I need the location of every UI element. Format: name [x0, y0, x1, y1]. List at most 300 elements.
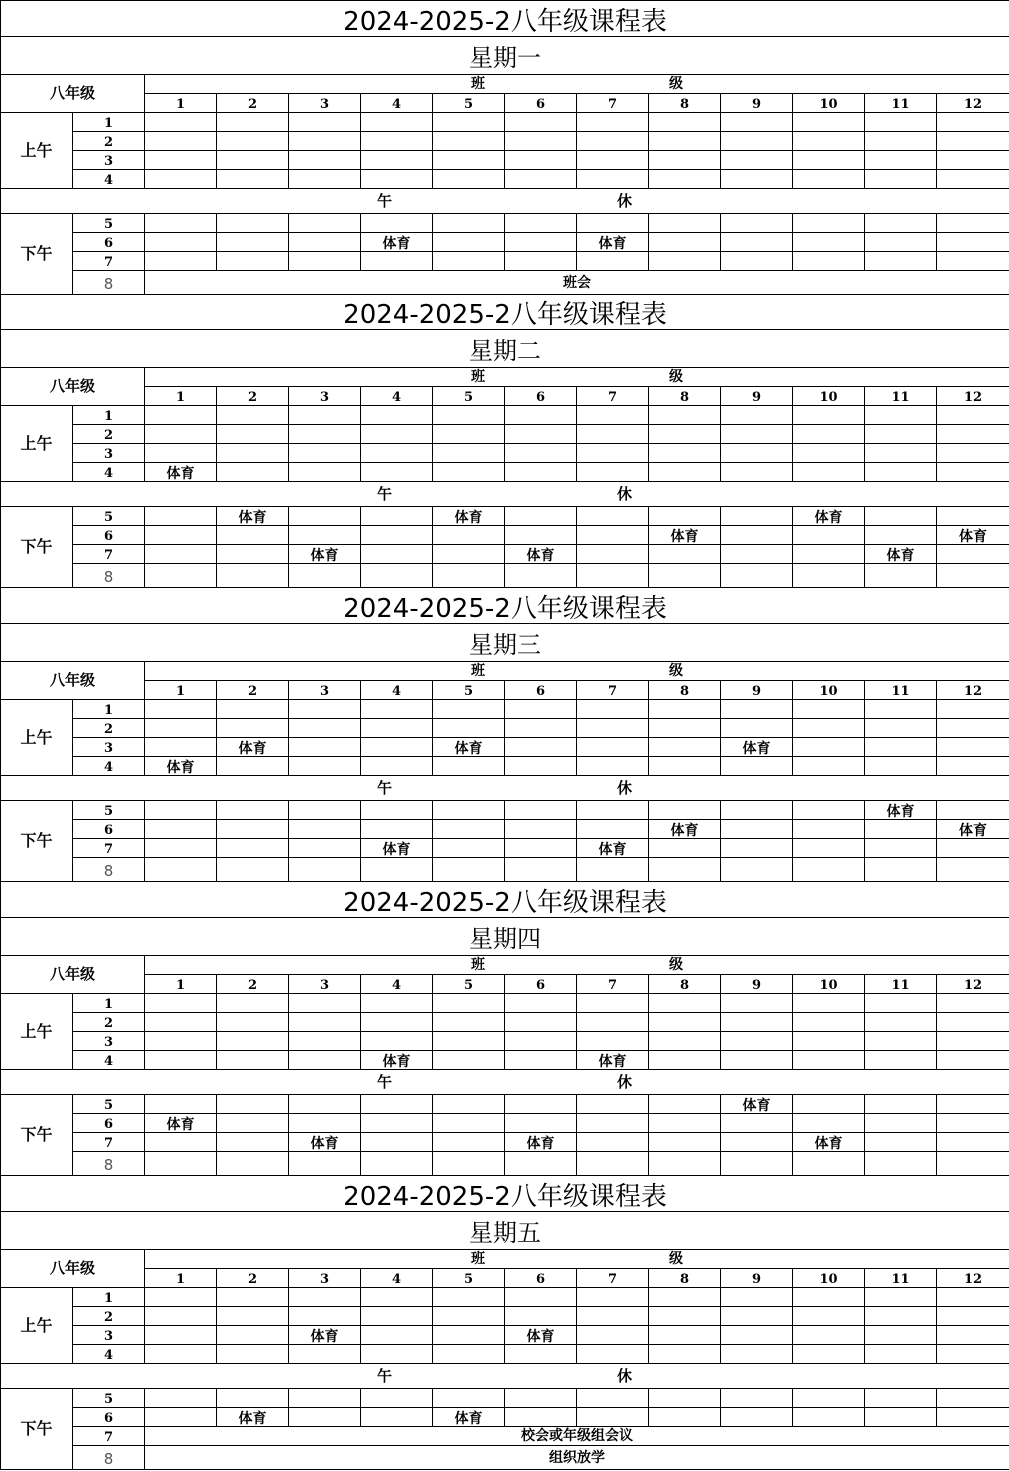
class-number-header: 2 [217, 387, 289, 406]
class-cell-empty [721, 1345, 793, 1364]
noon-break-row [1, 776, 1009, 801]
class-cell-empty [217, 252, 289, 271]
class-cell-empty [793, 1326, 865, 1345]
class-cell-empty [361, 1032, 433, 1051]
schedule-title: 2024-2025-2八年级课程表 [1, 294, 1009, 330]
grade-label: 八年级 [1, 368, 145, 406]
class-cell-pe: 体育 [505, 1326, 577, 1345]
class-number-header: 8 [649, 681, 721, 700]
class-cell-empty [721, 526, 793, 545]
class-cell-empty [289, 719, 361, 738]
class-cell-pe: 体育 [649, 820, 721, 839]
class-cell-empty [361, 425, 433, 444]
class-number-header: 11 [865, 1269, 937, 1288]
noon-break-row [1, 482, 1009, 507]
class-cell-empty [577, 170, 649, 189]
class-cell-empty [289, 1389, 361, 1408]
class-cell-empty [433, 801, 505, 820]
class-cell-empty [577, 151, 649, 170]
class-cell-empty [793, 463, 865, 482]
class-cell-empty [361, 1152, 433, 1176]
class-cell-empty [937, 151, 1009, 170]
class-cell-empty [433, 839, 505, 858]
class-cell-empty [289, 507, 361, 526]
class-cell-empty [361, 1288, 433, 1307]
class-cell-empty [721, 564, 793, 588]
class-cell-empty [361, 507, 433, 526]
class-cell-empty [433, 757, 505, 776]
class-cell-empty [721, 801, 793, 820]
class-cell-empty [793, 526, 865, 545]
class-cell-empty [649, 994, 721, 1013]
class-cell-empty [721, 1032, 793, 1051]
class-cell-empty [577, 132, 649, 151]
class-cell-empty [721, 170, 793, 189]
class-cell-empty [721, 1152, 793, 1176]
period-number: 1 [73, 700, 145, 719]
merged-activity-cell: 班会 [145, 271, 1009, 295]
class-cell-empty [433, 1389, 505, 1408]
period-number: 4 [73, 170, 145, 189]
class-cell-empty [721, 233, 793, 252]
noon-break-word: 午 [377, 1072, 393, 1091]
class-cell-empty [793, 858, 865, 882]
class-cell-pe: 体育 [577, 233, 649, 252]
class-cell-empty [289, 1307, 361, 1326]
class-cell-empty [433, 233, 505, 252]
class-cell-empty [505, 719, 577, 738]
class-cell-empty [937, 1152, 1009, 1176]
class-cell-empty [937, 1345, 1009, 1364]
period-number: 3 [73, 738, 145, 757]
class-cell-empty [217, 1389, 289, 1408]
class-cell-empty [505, 113, 577, 132]
class-cell-empty [217, 1032, 289, 1051]
class-number-header: 7 [577, 681, 649, 700]
period-number: 1 [73, 113, 145, 132]
class-cell-empty [649, 1133, 721, 1152]
class-cell-empty [217, 406, 289, 425]
class-cell-empty [865, 1013, 937, 1032]
class-cell-empty [649, 444, 721, 463]
class-cell-empty [145, 801, 217, 820]
class-cell-empty [433, 1013, 505, 1032]
class-cell-empty [505, 170, 577, 189]
class-cell-empty [145, 1408, 217, 1427]
class-cell-empty [577, 1307, 649, 1326]
class-cell-empty [793, 170, 865, 189]
class-cell-empty [433, 132, 505, 151]
class-cell-empty [433, 444, 505, 463]
class-cell-empty [145, 214, 217, 233]
class-number-header: 4 [361, 387, 433, 406]
class-cell-empty [577, 214, 649, 233]
class-cell-empty [937, 233, 1009, 252]
period-number: 5 [73, 1095, 145, 1114]
class-cell-empty [217, 564, 289, 588]
class-cell-empty [145, 1345, 217, 1364]
class-cell-empty [793, 719, 865, 738]
class-cell-empty [649, 839, 721, 858]
class-cell-empty [577, 1288, 649, 1307]
class-cell-empty [937, 1051, 1009, 1070]
class-cell-empty [721, 132, 793, 151]
afternoon-label: 下午 [1, 801, 73, 882]
period-number: 8 [73, 1152, 145, 1176]
period-number: 6 [73, 820, 145, 839]
class-number-header: 11 [865, 681, 937, 700]
class-cell-empty [649, 700, 721, 719]
class-cell-empty [721, 1013, 793, 1032]
class-cell-empty [289, 858, 361, 882]
class-number-header: 7 [577, 1269, 649, 1288]
class-cell-empty [361, 252, 433, 271]
class-cell-empty [793, 1051, 865, 1070]
class-cell-empty [649, 1408, 721, 1427]
period-number: 1 [73, 994, 145, 1013]
class-cell-empty [793, 564, 865, 588]
noon-break-word: 午 [377, 484, 393, 503]
class-number-header: 2 [217, 94, 289, 113]
class-cell-empty [361, 757, 433, 776]
class-cell-empty [937, 738, 1009, 757]
class-cell-empty [433, 1345, 505, 1364]
class-cell-empty [217, 820, 289, 839]
class-cell-empty [721, 719, 793, 738]
class-cell-empty [505, 757, 577, 776]
class-cell-empty [865, 1288, 937, 1307]
class-cell-empty [361, 858, 433, 882]
class-cell-empty [865, 1095, 937, 1114]
class-cell-empty [217, 1114, 289, 1133]
class-cell-empty [361, 700, 433, 719]
period-number: 5 [73, 1389, 145, 1408]
class-cell-empty [217, 1326, 289, 1345]
class-cell-empty [217, 1345, 289, 1364]
weekday-heading: 星期三 [1, 624, 1009, 662]
class-cell-empty [793, 406, 865, 425]
class-cell-empty [145, 700, 217, 719]
class-cell-empty [505, 526, 577, 545]
class-cell-empty [793, 839, 865, 858]
class-cell-empty [793, 113, 865, 132]
class-cell-empty [505, 1345, 577, 1364]
class-cell-empty [649, 1152, 721, 1176]
class-cell-empty [937, 1032, 1009, 1051]
class-cell-pe: 体育 [505, 1133, 577, 1152]
noon-break-word: 休 [617, 1072, 633, 1091]
class-cell-empty [289, 1114, 361, 1133]
class-cell-empty [721, 1133, 793, 1152]
class-cell-empty [145, 151, 217, 170]
class-cell-empty [145, 507, 217, 526]
period-number: 2 [73, 1013, 145, 1032]
class-header [145, 1250, 1009, 1269]
class-cell-empty [145, 252, 217, 271]
class-cell-empty [217, 425, 289, 444]
class-cell-empty [145, 564, 217, 588]
class-cell-empty [937, 801, 1009, 820]
class-cell-empty [937, 214, 1009, 233]
class-cell-pe: 体育 [865, 545, 937, 564]
class-number-header: 5 [433, 94, 505, 113]
class-cell-empty [145, 545, 217, 564]
class-header-word: 班 [471, 663, 485, 679]
class-cell-empty [793, 1288, 865, 1307]
class-cell-empty [793, 1408, 865, 1427]
class-cell-empty [361, 113, 433, 132]
class-cell-empty [433, 1114, 505, 1133]
period-number: 4 [73, 463, 145, 482]
class-cell-empty [793, 1307, 865, 1326]
class-number-header: 10 [793, 1269, 865, 1288]
class-cell-empty [721, 820, 793, 839]
class-number-header: 8 [649, 975, 721, 994]
class-cell-empty [505, 132, 577, 151]
afternoon-label: 下午 [1, 214, 73, 295]
class-cell-empty [793, 1013, 865, 1032]
class-cell-empty [217, 1152, 289, 1176]
class-cell-empty [721, 507, 793, 526]
period-number: 6 [73, 233, 145, 252]
class-cell-empty [937, 507, 1009, 526]
class-cell-empty [361, 1307, 433, 1326]
class-cell-empty [505, 839, 577, 858]
class-cell-empty [865, 820, 937, 839]
class-cell-empty [937, 113, 1009, 132]
class-number-header: 9 [721, 681, 793, 700]
class-cell-empty [577, 994, 649, 1013]
class-cell-empty [217, 700, 289, 719]
class-cell-pe: 体育 [145, 1114, 217, 1133]
class-cell-empty [721, 858, 793, 882]
class-cell-empty [289, 564, 361, 588]
class-cell-empty [505, 820, 577, 839]
period-number: 2 [73, 425, 145, 444]
class-cell-empty [217, 1307, 289, 1326]
class-cell-empty [721, 444, 793, 463]
class-number-header: 3 [289, 1269, 361, 1288]
class-cell-empty [433, 719, 505, 738]
class-cell-empty [217, 233, 289, 252]
class-cell-empty [577, 463, 649, 482]
class-cell-empty [793, 425, 865, 444]
class-cell-empty [289, 738, 361, 757]
class-cell-empty [865, 1326, 937, 1345]
class-cell-empty [649, 1288, 721, 1307]
class-cell-empty [289, 1013, 361, 1032]
class-number-header: 1 [145, 975, 217, 994]
class-cell-empty [649, 406, 721, 425]
class-cell-empty [289, 1152, 361, 1176]
class-cell-empty [937, 1307, 1009, 1326]
morning-label: 上午 [1, 406, 73, 482]
class-cell-empty [865, 252, 937, 271]
class-cell-empty [289, 1032, 361, 1051]
class-cell-empty [577, 406, 649, 425]
class-cell-empty [289, 700, 361, 719]
period-number: 7 [73, 545, 145, 564]
class-cell-empty [505, 1408, 577, 1427]
class-cell-empty [145, 719, 217, 738]
class-cell-empty [865, 1389, 937, 1408]
class-cell-empty [937, 252, 1009, 271]
class-cell-empty [721, 1307, 793, 1326]
class-cell-empty [865, 463, 937, 482]
class-cell-pe: 体育 [721, 1095, 793, 1114]
class-cell-empty [505, 1152, 577, 1176]
class-number-header: 9 [721, 94, 793, 113]
class-cell-empty [361, 1389, 433, 1408]
class-cell-empty [865, 526, 937, 545]
class-cell-empty [361, 1114, 433, 1133]
class-cell-empty [217, 113, 289, 132]
class-header-word: 级 [669, 957, 683, 973]
class-cell-empty [865, 1307, 937, 1326]
class-cell-empty [721, 252, 793, 271]
class-cell-empty [505, 858, 577, 882]
day-schedule-block [0, 0, 1009, 294]
class-cell-empty [937, 1013, 1009, 1032]
class-cell-empty [937, 1133, 1009, 1152]
class-cell-empty [217, 1133, 289, 1152]
class-cell-empty [361, 444, 433, 463]
class-cell-empty [721, 463, 793, 482]
class-cell-empty [505, 1013, 577, 1032]
class-cell-empty [217, 1051, 289, 1070]
class-cell-empty [361, 170, 433, 189]
class-header-word: 级 [669, 663, 683, 679]
class-cell-empty [361, 719, 433, 738]
class-cell-empty [649, 1114, 721, 1133]
class-cell-empty [577, 113, 649, 132]
class-cell-empty [577, 425, 649, 444]
class-cell-empty [577, 757, 649, 776]
class-cell-empty [721, 545, 793, 564]
class-cell-empty [649, 463, 721, 482]
class-cell-empty [145, 839, 217, 858]
class-cell-empty [505, 425, 577, 444]
grade-label: 八年级 [1, 956, 145, 994]
class-cell-empty [145, 820, 217, 839]
weekday-heading: 星期五 [1, 1212, 1009, 1250]
class-cell-empty [649, 545, 721, 564]
class-cell-empty [865, 700, 937, 719]
class-cell-empty [577, 444, 649, 463]
class-cell-empty [433, 463, 505, 482]
weekday-heading: 星期二 [1, 330, 1009, 368]
period-number: 3 [73, 151, 145, 170]
class-cell-empty [433, 1051, 505, 1070]
class-cell-empty [649, 858, 721, 882]
class-cell-pe: 体育 [721, 738, 793, 757]
class-cell-empty [649, 214, 721, 233]
class-cell-pe: 体育 [217, 738, 289, 757]
class-cell-empty [361, 564, 433, 588]
class-number-header: 1 [145, 681, 217, 700]
class-cell-pe: 体育 [433, 1408, 505, 1427]
class-cell-empty [721, 1408, 793, 1427]
class-cell-pe: 体育 [793, 1133, 865, 1152]
class-cell-empty [145, 132, 217, 151]
class-cell-empty [217, 170, 289, 189]
class-cell-empty [289, 839, 361, 858]
class-cell-empty [865, 994, 937, 1013]
grade-label: 八年级 [1, 1250, 145, 1288]
class-cell-empty [937, 719, 1009, 738]
class-cell-pe: 体育 [217, 507, 289, 526]
schedule-title: 2024-2025-2八年级课程表 [1, 588, 1009, 624]
class-cell-empty [649, 1013, 721, 1032]
class-cell-pe: 体育 [433, 507, 505, 526]
class-cell-empty [649, 719, 721, 738]
class-cell-empty [865, 1114, 937, 1133]
class-cell-empty [505, 801, 577, 820]
class-cell-empty [217, 151, 289, 170]
noon-break-word: 午 [377, 191, 393, 210]
class-cell-empty [865, 406, 937, 425]
period-number: 3 [73, 1032, 145, 1051]
class-cell-empty [433, 113, 505, 132]
class-cell-empty [793, 1032, 865, 1051]
class-cell-empty [865, 757, 937, 776]
class-cell-empty [577, 719, 649, 738]
class-cell-empty [361, 994, 433, 1013]
class-cell-pe: 体育 [361, 839, 433, 858]
class-cell-empty [577, 1389, 649, 1408]
class-cell-empty [865, 1051, 937, 1070]
class-cell-empty [145, 233, 217, 252]
class-cell-empty [793, 444, 865, 463]
class-cell-empty [649, 507, 721, 526]
class-cell-empty [217, 214, 289, 233]
class-cell-empty [505, 564, 577, 588]
class-number-header: 5 [433, 387, 505, 406]
class-cell-empty [577, 1345, 649, 1364]
class-number-header: 9 [721, 975, 793, 994]
class-cell-empty [361, 1095, 433, 1114]
class-cell-empty [505, 233, 577, 252]
noon-break-word: 休 [617, 1366, 633, 1385]
class-cell-empty [433, 526, 505, 545]
class-cell-empty [577, 820, 649, 839]
class-cell-empty [649, 1095, 721, 1114]
class-cell-empty [217, 1288, 289, 1307]
class-cell-empty [793, 801, 865, 820]
class-cell-empty [289, 1345, 361, 1364]
class-cell-empty [505, 700, 577, 719]
class-cell-empty [433, 1152, 505, 1176]
class-cell-pe: 体育 [145, 463, 217, 482]
class-cell-empty [505, 1114, 577, 1133]
class-cell-empty [289, 170, 361, 189]
class-number-header: 1 [145, 1269, 217, 1288]
class-cell-empty [217, 994, 289, 1013]
afternoon-label: 下午 [1, 507, 73, 588]
class-cell-pe: 体育 [361, 1051, 433, 1070]
class-number-header: 3 [289, 387, 361, 406]
class-cell-empty [145, 994, 217, 1013]
class-cell-empty [145, 1288, 217, 1307]
class-cell-empty [937, 1326, 1009, 1345]
class-cell-empty [865, 738, 937, 757]
class-number-header: 12 [937, 681, 1009, 700]
class-cell-empty [865, 233, 937, 252]
class-cell-empty [793, 738, 865, 757]
schedule-title: 2024-2025-2八年级课程表 [1, 1, 1009, 37]
class-cell-empty [217, 839, 289, 858]
class-cell-empty [577, 1133, 649, 1152]
